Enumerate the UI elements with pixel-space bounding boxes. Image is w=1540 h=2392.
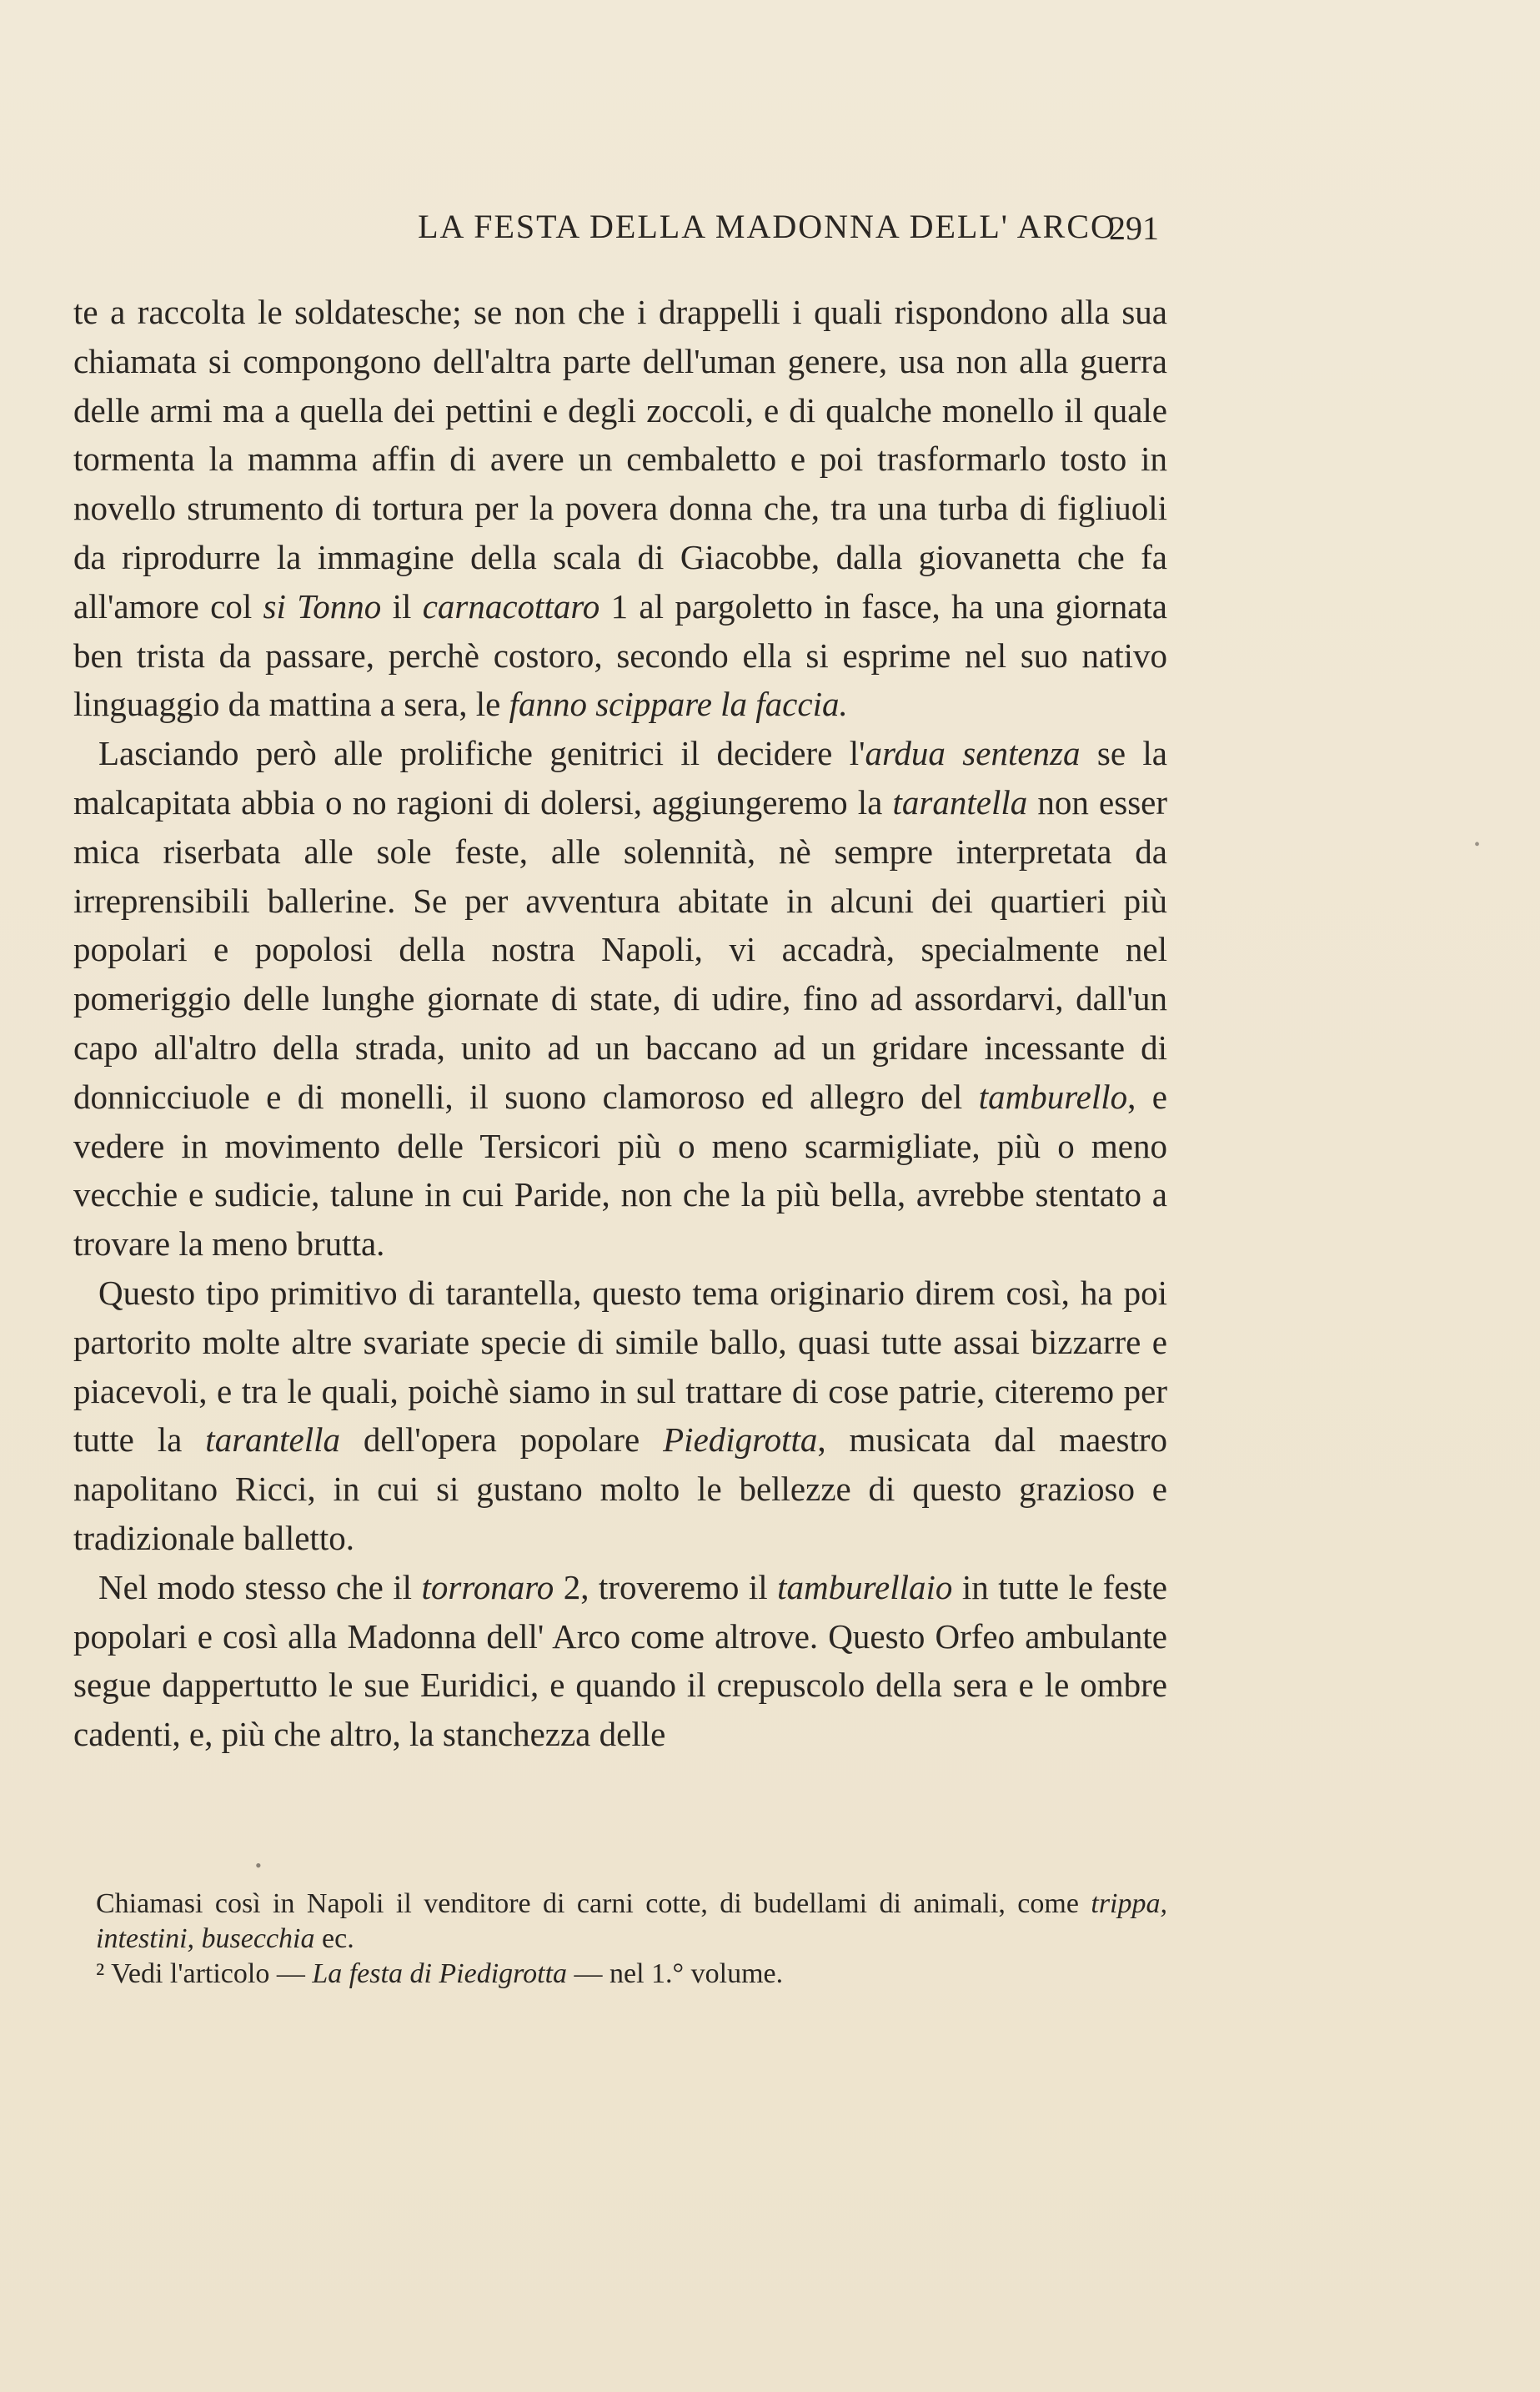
footnotes [96,1887,1167,1992]
footnote-separator-mark: • [255,1855,262,1876]
footnote-1: Chiamasi così in Napoli il venditore di carni cotte, di budellami di animali, come trippa, intestini, busecchia ec. [96,1888,1167,1954]
running-title: LA FESTA DELLA MADONNA DELL' ARCO [418,208,1116,245]
paragraph: te a raccolta le soldatesche; se non che i drappelli i quali rispondono alla sua chiamata si compongono dell'altra parte dell'uman genere, usa non alla guerra delle armi ma a quella dei pettini e degli zoccoli, e di qualche monello il quale tormenta la mamma affin di avere un cembaletto e poi trasformarlo tosto in novello strumento di tortura per la povera donna che, tra una turba di figliuoli da riprodurre la immagine della scala di Giacobbe, dalla giovanetta che fa all'amore col si Tonno il carnacottaro 1 al pargoletto in fasce, ha una giornata ben trista da passare, perchè costoro, secondo ella si esprime nel suo nativo linguaggio da mattina a sera, le fanno scippare la faccia. [73,293,1167,724]
page-number: 291 [1109,209,1159,247]
footnote-2: ² Vedi l'articolo — La festa di Piedigrotta — nel 1.° volume. [96,1958,784,1989]
margin-dot-icon: • [1474,836,1481,854]
body-text [73,288,1167,1759]
paragraph: Lasciando però alle prolifiche genitrici il decidere l'ardua sentenza se la malcapitata abbia o no ragioni di dolersi, aggiungeremo la tarantella non esser mica riserbata alle sole feste, alle solennità, nè sempre interpretata da irreprensibili ballerine. Se per avventura abitate in alcuni dei quartieri più popolari e popolosi della nostra Napoli, vi accadrà, specialmente nel pomeriggio delle lunghe giornate di state, di udire, fino ad assordarvi, dall'un capo all'altro della strada, unito ad un baccano ad un gridare incessante di donnicciuole e di monelli, il suono clamoroso ed allegro del tamburello, e vedere in movimento delle Tersicori più o meno scarmigliate, più o meno vecchie e sudicie, talune in cui Paride, non che la più bella, avrebbe stentato a trovare la meno brutta. [73,734,1167,1264]
paragraph: Nel modo stesso che il torronaro 2, troveremo il tamburellaio in tutte le feste popolari e così alla Madonna dell' Arco come altrove. Questo Orfeo ambulante segue dappertutto le sue Euridici, e quando il crepuscolo della sera e le ombre cadenti, e, più che altro, la stanchezza delle [73,1567,1167,1754]
paragraph: Questo tipo primitivo di tarantella, questo tema originario direm così, ha poi partorito molte altre svariate specie di simile ballo, quasi tutte assai bizzarre e piacevoli, e tra le quali, poichè siamo in sul trattare di cose patrie, citeremo per tutte la tarantella dell'opera popolare Piedigrotta, musicata dal maestro napolitano Ricci, in cui si gustano molto le bellezze di questo grazioso e tradizionale balletto. [73,1273,1167,1557]
